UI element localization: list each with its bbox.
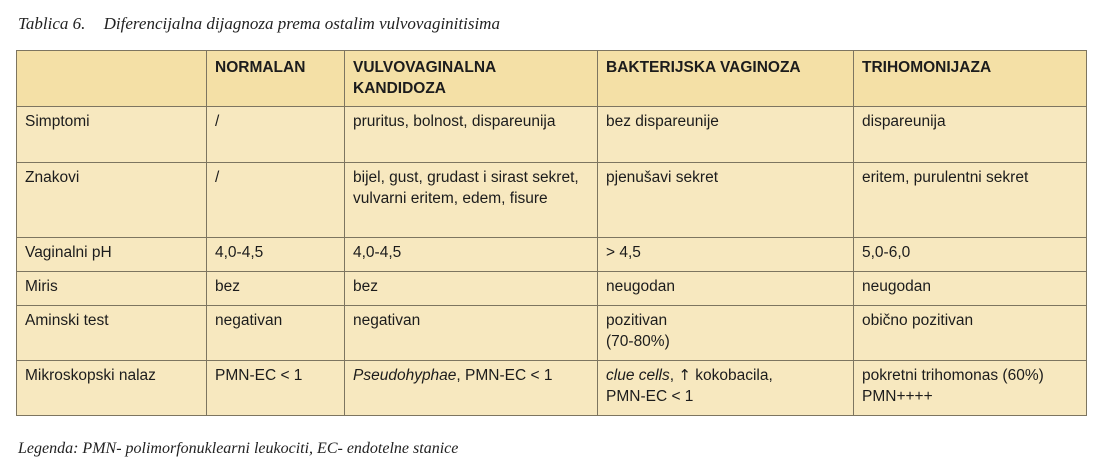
cell-text: , PMN-EC < 1 [456,367,553,384]
row-label: Simptomi [17,107,207,163]
table-caption [18,14,500,34]
header-trihomonijaza: TRIHOMONIJAZA [854,51,1087,107]
cell-vaginoza: > 4,5 [598,238,854,272]
cell-normalan: negativan [207,306,345,361]
row-label: Aminski test [17,306,207,361]
cell-trihomonijaza [854,361,1087,416]
table-row [17,163,1087,238]
cell-vaginoza: pjenušavi sekret [598,163,854,238]
header-kandidoza: VULVOVAGINALNA KANDIDOZA [345,51,598,107]
up-arrow-icon: ↑ [678,366,691,384]
italic-term: clue cells [606,367,670,384]
cell-kandidoza: bijel, gust, grudast i sirast sekret, vulvarni eritem, edem, fisure [345,163,598,238]
cell-text-line: PMN++++ [862,388,933,405]
table-row [17,238,1087,272]
differential-diagnosis-table [16,50,1087,416]
cell-normalan: bez [207,272,345,306]
cell-trihomonijaza: eritem, purulentni sekret [854,163,1087,238]
cell-vaginoza [598,306,854,361]
cell-text: , [669,367,679,384]
table-legend: Legenda: PMN- polimorfonuklearni leukociti, EC- endotelne stanice [18,440,459,457]
table-header-row [17,51,1087,107]
cell-normalan: PMN-EC < 1 [207,361,345,416]
table-row [17,306,1087,361]
row-label: Miris [17,272,207,306]
cell-kandidoza [345,361,598,416]
cell-vaginoza: neugodan [598,272,854,306]
cell-text-line: pozitivan [606,312,668,329]
cell-kandidoza: bez [345,272,598,306]
cell-text-line: PMN-EC < 1 [606,388,694,405]
table-number: Tablica 6. [18,14,86,33]
cell-text-line: pokretni trihomonas (60%) [862,367,1044,384]
italic-term: Pseudohyphae [353,367,457,384]
row-label: Mikroskopski nalaz [17,361,207,416]
cell-normalan: / [207,107,345,163]
header-corner [17,51,207,107]
cell-trihomonijaza: 5,0-6,0 [854,238,1087,272]
cell-text-line: (70-80%) [606,333,670,350]
cell-kandidoza: 4,0-4,5 [345,238,598,272]
cell-trihomonijaza: dispareunija [854,107,1087,163]
header-vaginoza: BAKTERIJSKA VAGINOZA [598,51,854,107]
table-row [17,107,1087,163]
cell-text: kokobacila, [690,367,773,384]
row-label: Znakovi [17,163,207,238]
header-normalan: NORMALAN [207,51,345,107]
cell-vaginoza: bez dispareunije [598,107,854,163]
cell-vaginoza [598,361,854,416]
cell-normalan: 4,0-4,5 [207,238,345,272]
cell-trihomonijaza: obično pozitivan [854,306,1087,361]
cell-kandidoza: negativan [345,306,598,361]
table-title: Diferencijalna dijagnoza prema ostalim vulvovaginitisima [103,14,500,33]
cell-normalan: / [207,163,345,238]
cell-trihomonijaza: neugodan [854,272,1087,306]
table-row [17,272,1087,306]
cell-kandidoza: pruritus, bolnost, dispareunija [345,107,598,163]
table-row [17,361,1087,416]
row-label: Vaginalni pH [17,238,207,272]
